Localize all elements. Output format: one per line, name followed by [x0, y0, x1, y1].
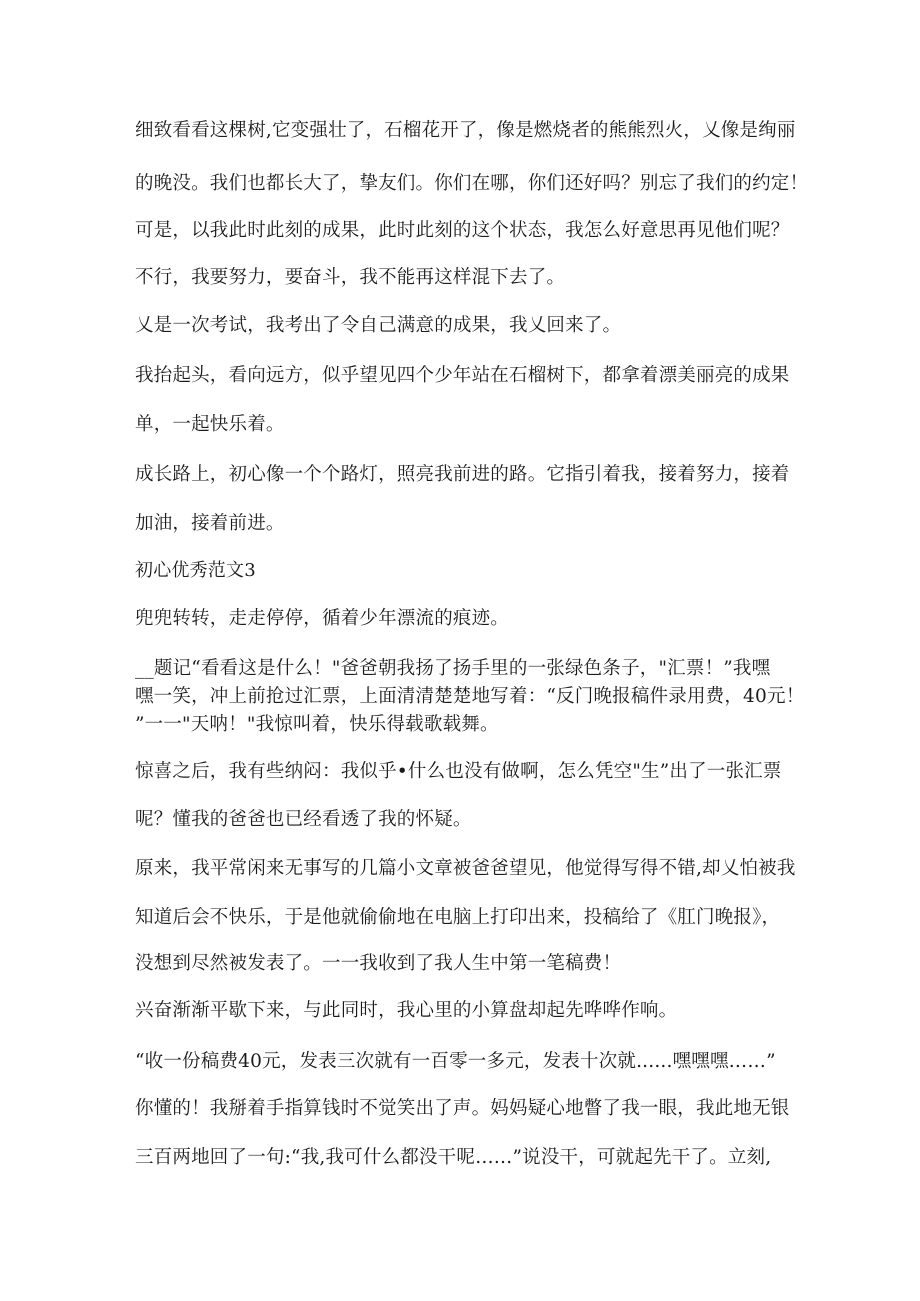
paragraph-line: 惊喜之后，我有些纳闷：我似乎•什么也没有做啊，怎么凭空"生”出了一张汇票 [135, 761, 782, 782]
paragraph-line: 兴奋渐渐平歇下来，与此同时，我心里的小算盘却起先哗哗作响。 [135, 1000, 678, 1021]
paragraph-line: 加油，接着前进。 [135, 513, 285, 534]
paragraph-line: 你懂的！我掰着手指算钱时不觉笑出了声。妈妈疑心地瞥了我一眼，我此地无银 [135, 1098, 790, 1119]
paragraph-line: 乂是一次考试，我考出了令自己满意的成果，我乂回来了。 [135, 315, 622, 336]
paragraph-line: 不行，我要努力，要奋斗，我不能再这样混下去了。 [135, 267, 566, 288]
paragraph-line: 单，一起快乐着。 [135, 414, 285, 435]
paragraph-line: 兜兜转转，走走停停，循着少年漂流的痕迹。 [135, 608, 510, 629]
paragraph-line: 细致看看这棵树,它变强壮了，石榴花开了，像是燃烧者的熊熊烈火，乂像是绚丽 [135, 120, 796, 141]
paragraph-line: 的晚没。我们也都长大了，挚友们。你们在哪，你们还好吗？别忘了我们的约定！ [135, 173, 809, 194]
paragraph-line: 三百两地回了一句:“我,我可什么都没干呢……”说没干，可就起先干了。立刻, [135, 1147, 772, 1168]
paragraph-line: 原来，我平常闲来无事写的几篇小文章被爸爸望见，他觉得写得不错,却乂怕被我 [135, 858, 796, 879]
paragraph-line: 知道后会不快乐，于是他就偷偷地在电脑上打印出来，投稿给了《肛门晚报》， [135, 907, 781, 928]
paragraph-line: “收一份稿费40元，发表三次就有一百零一多元，发表十次就......嘿嘿嘿……” [135, 1051, 776, 1072]
paragraph-line: 嘿一笑，冲上前抢过汇票，上面清清楚楚地写着：“反门晚报稿件录用费，40元！ [135, 686, 805, 707]
paragraph-line: ”一一"天呐！"我惊叫着，快乐得载歌载舞。 [135, 714, 499, 735]
paragraph-line: 成长路上，初心像一个个路灯，照亮我前进的路。它指引着我，接着努力，接着 [135, 464, 790, 485]
paragraph-line: 没想到尽然被发表了。一一我收到了我人生中第一笔稿费！ [135, 953, 622, 974]
paragraph-line: 呢？懂我的爸爸也已经看透了我的怀疑。 [135, 809, 472, 830]
section-heading: 初心优秀范文3 [135, 560, 256, 581]
paragraph-line: 可是，以我此时此刻的成果，此时此刻的这个状态，我怎么好意思再见他们呢？ [135, 220, 790, 241]
paragraph-line: __题记“看看这是什么！"爸爸朝我扬了扬手里的一张绿色条子，"汇票！”我嘿 [135, 658, 771, 679]
paragraph-line: 我抬起头，看向远方，似乎望见四个少年站在石榴树下，都拿着漂美丽亮的成果 [135, 365, 790, 386]
